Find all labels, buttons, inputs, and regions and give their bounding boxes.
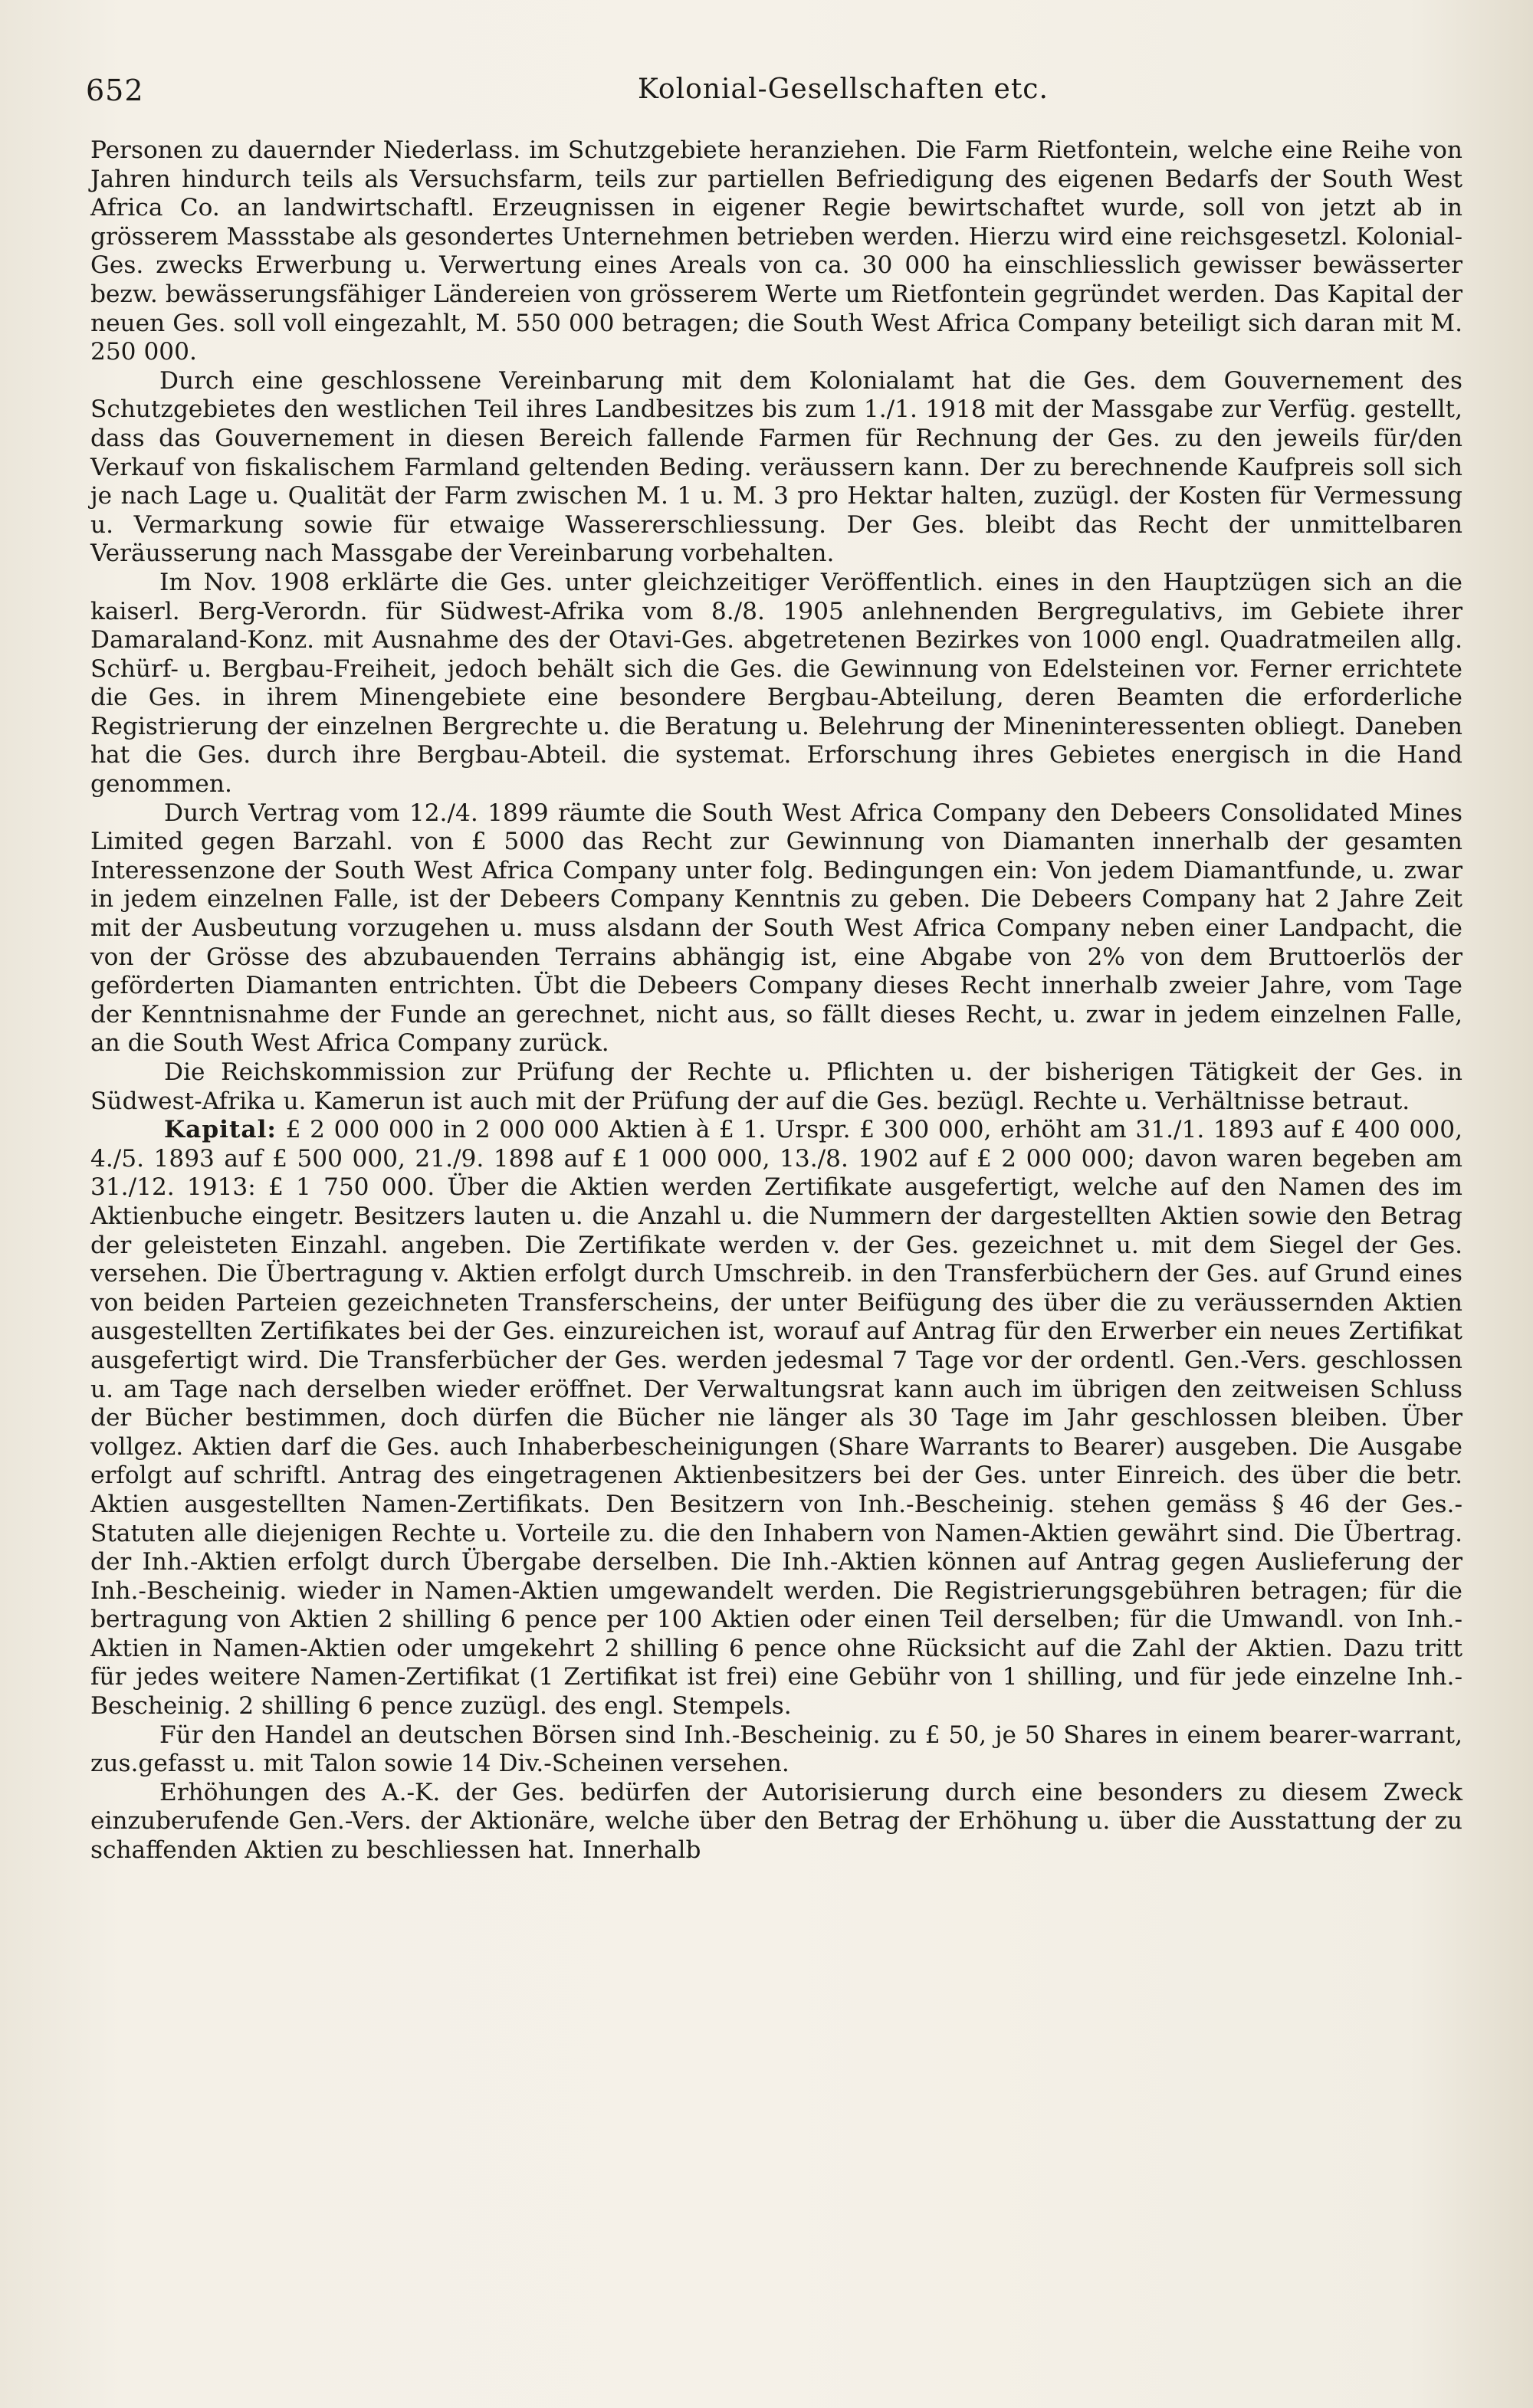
body-text: [90, 136, 1462, 2359]
running-head: Kolonial-Gesellschaften etc.: [638, 74, 1049, 105]
kapital-label: Kapital:: [164, 1116, 277, 1144]
paragraph-kapital: [90, 1116, 1462, 1721]
paragraph-reichskommission: Die Reichskommission zur Prüfung der Rechte u. Pflichten u. der bisherigen Tätigkeit der Ges. in Südwest-Afrika u. Kamerun ist auch mit der Prüfung der auf die Ges. bezügl. Rechte u. Verhältnisse betraut.: [90, 1058, 1462, 1115]
paragraph-debeers-vertrag: Durch Vertrag vom 12./4. 1899 räumte die South West Africa Company den Debeers Consolidated Mines Limited gegen Barzahl. von £ 5000 das Recht zur Gewinnung von Diamanten innerhalb der gesamten Interessenzone der South West Africa Company unter folg. Bedingungen ein: Von jedem Diamantfunde, u. zwar in jedem einzelnen Falle, ist der Debeers Company Kenntnis zu geben. Die Debeers Company hat 2 Jahre Zeit mit der Ausbeutung vorzugehen u. muss alsdann der South West Africa Company neben einer Landpacht, die von der Grösse des abzubauenden Terrains abhängig ist, eine Abgabe von 2% von dem Bruttoerlös der geförderten Diamanten entrichten. Übt die Debeers Company dieses Recht innerhalb zweier Jahre, vom Tage der Kenntnisnahme der Funde an gerechnet, nicht aus, so fällt dieses Recht, u. zwar in jedem einzelnen Falle, an die South West Africa Company zurück.: [90, 799, 1462, 1058]
page-header: [86, 74, 1466, 120]
page-number: 652: [86, 74, 144, 107]
paragraph-handel-boersen: Für den Handel an deutschen Börsen sind Inh.-Bescheinig. zu £ 50, je 50 Shares in einem bearer-warrant, zus.gefasst u. mit Talon sowie 14 Div.-Scheinen versehen.: [90, 1721, 1462, 1778]
paragraph-farm-rietfontein: Personen zu dauernder Niederlass. im Schutzgebiete heranziehen. Die Farm Rietfontein, welche eine Reihe von Jahren hindurch teils als Versuchsfarm, teils zur partiellen Befriedigung des eigenen Bedarfs der South West Africa Co. an landwirtschaftl. Erzeugnissen in eigener Regie bewirtschaftet wurde, soll von jetzt ab in grösserem Massstabe als gesondertes Unternehmen betrieben werden. Hierzu wird eine reichsgesetzl. Kolonial-Ges. zwecks Erwerbung u. Verwertung eines Areals von ca. 30 000 ha einschliesslich gewisser bewässerter bezw. bewässerungsfähiger Ländereien von grösserem Werte um Rietfontein gegründet werden. Das Kapital der neuen Ges. soll voll eingezahlt, M. 550 000 betragen; die South West Africa Company beteiligt sich daran mit M. 250 000.: [90, 136, 1462, 366]
paragraph-erhoehungen: Erhöhungen des A.-K. der Ges. bedürfen der Autorisierung durch eine besonders zu diesem Zweck einzuberufende Gen.-Vers. der Aktionäre, welche über den Betrag der Erhöhung u. über die Ausstattung der zu schaffenden Aktien zu beschliessen hat. Innerhalb: [90, 1778, 1462, 1865]
paragraph-vereinbarung-kolonialamt: Durch eine geschlossene Vereinbarung mit dem Kolonialamt hat die Ges. dem Gouvernement des Schutzgebietes den westlichen Teil ihres Landbesitzes bis zum 1./1. 1918 mit der Massgabe zur Verfüg. gestellt, dass das Gouvernement in diesen Bereich fallende Farmen für Rechnung der Ges. zu den jeweils für/den Verkauf von fiskalischem Farmland geltenden Beding. veräussern kann. Der zu berechnende Kaufpreis soll sich je nach Lage u. Qualität der Farm zwischen M. 1 u. M. 3 pro Hektar halten, zuzügl. der Kosten für Vermessung u. Vermarkung sowie für etwaige Wassererschliessung. Der Ges. bleibt das Recht der unmittelbaren Veräusserung nach Massgabe der Vereinbarung vorbehalten.: [90, 366, 1462, 568]
kapital-text: £ 2 000 000 in 2 000 000 Aktien à £ 1. Urspr. £ 300 000, erhöht am 31./1. 1893 auf £ 400 000, 4./5. 1893 auf £ 500 000, 21./9. 1898 auf £ 1 000 000, 13./8. 1902 auf £ 2 000 000; davon waren begeben am 31./12. 1913: £ 1 750 000. Über die Aktien werden Zertifikate ausgefertigt, welche auf den Namen des im Aktienbuche eingetr. Besitzers lauten u. die Anzahl u. die Nummern der dargestellten Aktien sowie den Betrag der geleisteten Einzahl. angeben. Die Zertifikate werden v. der Ges. gezeichnet u. mit dem Siegel der Ges. versehen. Die Übertragung v. Aktien erfolgt durch Umschreib. in den Transferbüchern der Ges. auf Grund eines von beiden Parteien gezeichneten Transferscheins, der unter Beifügung des über die zu veräussernden Aktien ausgestellten Zertifikates bei der Ges. einzureichen ist, worauf auf Antrag für den Erwerber ein neues Zertifikat ausgefertigt wird. Die Transferbücher der Ges. werden jedesmal 7 Tage vor der ordentl. Gen.-Vers. geschlossen u. am Tage nach derselben wieder eröffnet. Der Verwaltungsrat kann auch im übrigen den zeitweisen Schluss der Bücher bestimmen, doch dürfen die Bücher nie länger als 30 Tage im Jahr geschlossen bleiben. Über vollgez. Aktien darf die Ges. auch Inhaberbescheinigungen (Share Warrants to Bearer) ausgeben. Die Ausgabe erfolgt auf schriftl. Antrag des eingetragenen Aktienbesitzers bei der Ges. unter Einreich. des über die betr. Aktien ausgestellten Namen-Zertifikats. Den Besitzern von Inh.-Bescheinig. stehen gemäss § 46 der Ges.-Statuten alle diejenigen Rechte u. Vorteile zu. die den Inhabern von Namen-Aktien gewährt sind. Die Übertrag. der Inh.-Aktien erfolgt durch Übergabe derselben. Die Inh.-Aktien können auf Antrag gegen Auslieferung der Inh.-Bescheinig. wieder in Namen-Aktien umgewandelt werden. Die Registrierungsgebühren betragen; für die bertragung von Aktien 2 shilling 6 pence per 100 Aktien oder einen Teil derselben; für die Umwandl. von Inh.-Aktien in Namen-Aktien oder umgekehrt 2 shilling 6 pence ohne Rücksicht auf die Zahl der Aktien. Dazu tritt für jedes weitere Namen-Zertifikat (1 Zertifikat ist frei) eine Gebühr von 1 shilling, und für jede einzelne Inh.-Bescheinig. 2 shilling 6 pence zuzügl. des engl. Stempels.: [90, 1116, 1462, 1721]
paragraph-bergregulativ: Im Nov. 1908 erklärte die Ges. unter gleichzeitiger Veröffentlich. eines in den Hauptzügen sich an die kaiserl. Berg-Verordn. für Südwest-Afrika vom 8./8. 1905 anlehnenden Bergregulativs, im Gebiete ihrer Damaraland-Konz. mit Ausnahme des der Otavi-Ges. abgetretenen Bezirkes von 1000 engl. Quadratmeilen allg. Schürf- u. Bergbau-Freiheit, jedoch behält sich die Ges. die Gewinnung von Edelsteinen vor. Ferner errichtete die Ges. in ihrem Minengebiete eine besondere Bergbau-Abteilung, deren Beamten die erforderliche Registrierung der einzelnen Bergrechte u. die Beratung u. Belehrung der Mineninteressenten obliegt. Daneben hat die Ges. durch ihre Bergbau-Abteil. die systemat. Erforschung ihres Gebietes energisch in die Hand genommen.: [90, 568, 1462, 799]
